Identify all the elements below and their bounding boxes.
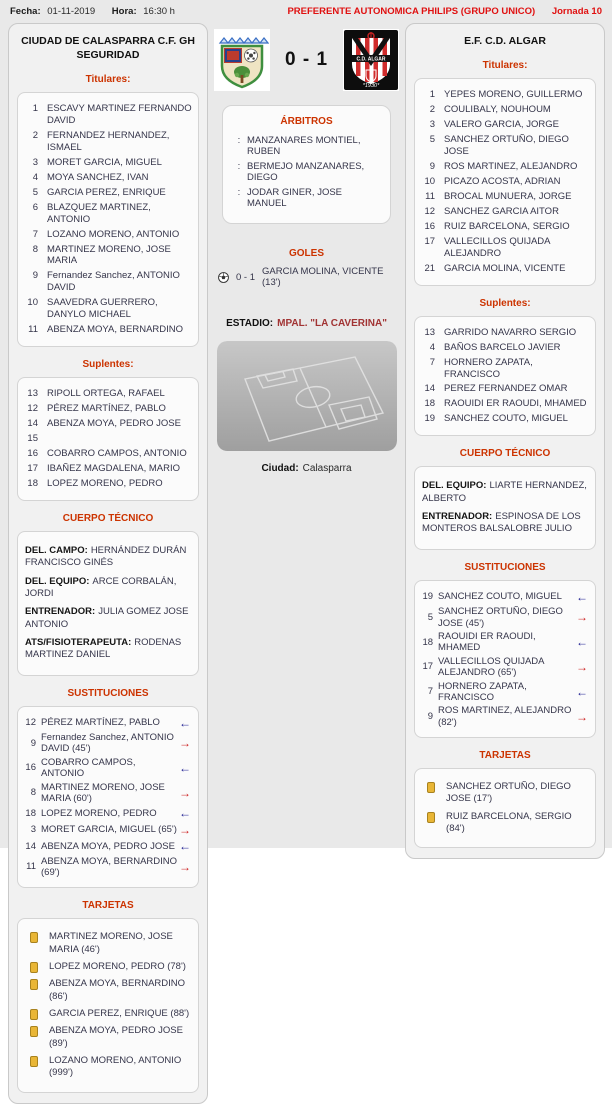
date-label: Fecha: xyxy=(10,6,41,17)
player-number: 17 xyxy=(422,661,434,673)
player-row xyxy=(23,229,193,241)
player-name: HORNERO ZAPATA, FRANCISCO xyxy=(438,680,527,703)
player-name: PICAZO ACOSTA, ADRIAN xyxy=(444,175,561,187)
away-titulares-list xyxy=(414,78,596,286)
card-row xyxy=(23,931,193,956)
player-name: MARTINEZ MORENO, JOSE MARIA xyxy=(47,243,171,267)
player-row xyxy=(23,418,193,430)
yellow-card-icon xyxy=(30,932,38,943)
svg-text:C.D. ALGAR: C.D. ALGAR xyxy=(356,56,386,63)
card-row xyxy=(420,811,590,836)
substitution-arrow-icon xyxy=(177,839,193,853)
player-number: 18 xyxy=(424,398,436,410)
match-center-column xyxy=(214,23,399,474)
city-line xyxy=(214,463,399,474)
player-name: MORET GARCIA, MIGUEL (65') xyxy=(41,824,177,836)
card-row xyxy=(23,1025,193,1050)
away-substitutions-list xyxy=(414,580,596,738)
score-header xyxy=(214,29,399,91)
player-name: LOZANO MORENO, ANTONIO (999') xyxy=(49,1055,182,1079)
player-row xyxy=(23,297,193,321)
top-bar xyxy=(0,0,612,21)
player-number: 13 xyxy=(424,326,436,338)
staff-row xyxy=(25,545,191,570)
player-number: 19 xyxy=(424,413,436,425)
player-name: RUIZ BARCELONA, SERGIO (84') xyxy=(446,810,572,835)
player-number: 17 xyxy=(27,462,38,474)
player-number: 8 xyxy=(30,787,36,799)
referee-role-separator: : xyxy=(237,135,241,146)
player-name: MARTINEZ MORENO, JOSE MARIA (46') xyxy=(49,931,173,955)
home-team-panel xyxy=(8,23,208,1104)
player-row xyxy=(420,383,590,395)
player-number: 10 xyxy=(27,297,38,309)
away-crest-icon xyxy=(343,29,399,91)
player-number: 10 xyxy=(424,175,436,187)
away-suplentes-list xyxy=(414,316,596,437)
staff-row xyxy=(422,511,588,536)
substitution-arrow-icon xyxy=(177,736,193,750)
substitution-row xyxy=(23,856,193,879)
player-number: 19 xyxy=(422,591,434,603)
home-team-name: CIUDAD DE CALASPARRA C.F. GH SEGURIDAD xyxy=(21,35,195,62)
match-datetime xyxy=(10,6,189,17)
player-name: ROS MARTINEZ, ALEJANDRO xyxy=(444,160,578,172)
player-name: BROCAL MUNUERA, JORGE xyxy=(444,190,572,202)
city-name: Calasparra xyxy=(302,463,352,474)
player-row xyxy=(23,448,193,460)
player-number: 11 xyxy=(28,323,38,335)
goals-title: GOLES xyxy=(289,248,325,259)
player-row xyxy=(23,324,193,336)
referee-role-separator: : xyxy=(237,161,241,172)
player-row xyxy=(23,463,193,475)
player-name: FERNANDEZ HERNANDEZ, ISMAEL xyxy=(47,130,170,153)
player-number: 17 xyxy=(424,235,436,247)
player-number: 15 xyxy=(27,432,38,444)
substitution-row xyxy=(420,606,590,629)
player-row xyxy=(23,202,193,226)
home-substitutions-title: SUSTITUCIONES xyxy=(67,687,149,699)
player-number: 14 xyxy=(424,383,436,395)
stadium-name: MPAL. "LA CAVERINA" xyxy=(277,318,387,329)
substitution-row xyxy=(23,782,193,805)
player-name: Fernandez Sanchez, ANTONIO DAVID (45') xyxy=(41,731,174,755)
card-row xyxy=(23,1055,193,1080)
substitution-row xyxy=(23,732,193,755)
player-number: 11 xyxy=(26,861,36,873)
player-number: 4 xyxy=(32,171,38,183)
player-row xyxy=(420,413,590,425)
away-suplentes-title: Suplentes: xyxy=(479,297,531,309)
player-name: SAAVEDRA GUERRERO, DANYLO MICHAEL xyxy=(47,297,158,320)
away-cards-title: TARJETAS xyxy=(479,750,531,762)
player-row xyxy=(420,191,590,203)
away-team-panel xyxy=(405,23,605,859)
substitution-row xyxy=(23,757,193,780)
player-number: 9 xyxy=(32,270,38,282)
player-number: 21 xyxy=(424,262,436,274)
player-name: BAÑOS BARCELO JAVIER xyxy=(444,341,561,353)
player-row xyxy=(420,236,590,260)
player-number: 14 xyxy=(27,417,38,429)
staff-row xyxy=(25,606,191,631)
player-name: LOPEZ MORENO, PEDRO (78') xyxy=(49,960,186,972)
player-name: COBARRO CAMPOS, ANTONIO xyxy=(41,756,136,780)
substitution-row xyxy=(420,681,590,704)
player-row xyxy=(420,134,590,158)
substitution-arrow-icon xyxy=(574,610,590,624)
staff-name: JULIA GOMEZ JOSE ANTONIO xyxy=(25,606,189,630)
card-row xyxy=(23,961,193,973)
player-number: 5 xyxy=(429,134,436,146)
player-name: ABENZA MOYA, PEDRO JOSE (89') xyxy=(49,1025,183,1049)
player-name: ABENZA MOYA, PEDRO JOSE xyxy=(41,840,175,852)
substitution-arrow-icon xyxy=(177,806,193,820)
substitution-arrow-icon xyxy=(177,823,193,837)
player-number: 12 xyxy=(424,205,436,217)
player-number: 12 xyxy=(25,717,36,729)
staff-row xyxy=(25,637,191,662)
player-row xyxy=(420,398,590,410)
player-number: 4 xyxy=(429,341,436,353)
player-name: GARRIDO NAVARRO SERGIO xyxy=(444,326,577,338)
substitution-row xyxy=(23,716,193,730)
player-number: 7 xyxy=(427,686,434,698)
card-row xyxy=(23,1008,193,1020)
player-row xyxy=(23,172,193,184)
player-row xyxy=(23,244,193,268)
player-row xyxy=(23,270,193,294)
substitution-arrow-icon xyxy=(177,761,193,775)
match-time: 16:30 h xyxy=(143,6,175,17)
player-number: 5 xyxy=(427,611,434,623)
referee-role-separator: : xyxy=(237,187,241,198)
player-name: COULIBALY, NOUHOUM xyxy=(444,104,551,116)
player-number: 5 xyxy=(32,186,38,198)
player-row xyxy=(420,206,590,218)
player-name: LOPEZ MORENO, PEDRO xyxy=(41,807,157,819)
yellow-card-icon xyxy=(30,962,38,973)
player-name: LOPEZ MORENO, PEDRO xyxy=(47,477,163,489)
player-name: MOYA SANCHEZ, IVAN xyxy=(47,171,149,183)
staff-name: RODENAS MARTINEZ DANIEL xyxy=(25,636,182,661)
player-number: 16 xyxy=(424,220,436,232)
substitution-row xyxy=(420,590,590,604)
staff-role: ENTRENADOR: xyxy=(25,606,96,618)
goal-score-marker: 0 - 1 xyxy=(236,271,256,283)
player-name: SANCHEZ COUTO, MIGUEL xyxy=(438,591,562,603)
player-row xyxy=(420,119,590,131)
player-name: YEPES MORENO, GUILLERMO xyxy=(444,89,583,101)
home-substitutions-list xyxy=(17,706,199,889)
player-row xyxy=(420,342,590,354)
home-staff-list xyxy=(17,531,199,676)
player-row xyxy=(23,433,193,445)
player-name: BLAZQUEZ MARTINEZ, ANTONIO xyxy=(47,201,151,225)
match-score: 0 - 1 xyxy=(285,49,329,70)
home-titulares-list xyxy=(17,92,199,347)
staff-row xyxy=(422,480,588,505)
player-name: Fernandez Sanchez, ANTONIO DAVID xyxy=(47,270,180,294)
referees-box xyxy=(222,105,391,224)
city-label: Ciudad: xyxy=(261,463,299,474)
player-row xyxy=(420,357,590,381)
player-number: 3 xyxy=(429,119,436,131)
player-name: GARCIA MOLINA, VICENTE xyxy=(444,262,566,274)
player-row xyxy=(23,130,193,154)
stadium-field-image xyxy=(217,341,397,451)
player-row xyxy=(420,104,590,116)
player-number: 18 xyxy=(27,477,38,489)
svg-text:*1930*: *1930* xyxy=(362,83,380,89)
substitution-arrow-icon xyxy=(177,786,193,800)
away-titulares-title: Titulares: xyxy=(482,60,528,72)
player-row xyxy=(420,176,590,188)
player-name: ESCAVY MARTINEZ FERNANDO DAVID xyxy=(47,103,192,127)
player-row xyxy=(420,89,590,101)
player-row xyxy=(23,403,193,415)
substitution-arrow-icon xyxy=(574,635,590,649)
referee-row xyxy=(231,187,384,209)
goals-list xyxy=(214,266,399,288)
player-name: VALLECILLOS QUIJADA ALEJANDRO (65') xyxy=(438,655,544,679)
referee-row xyxy=(231,161,384,183)
player-number: 7 xyxy=(32,228,38,240)
away-staff-list xyxy=(414,466,596,549)
player-name: SANCHEZ ORTUÑO, DIEGO JOSE (45') xyxy=(438,606,563,629)
player-name: RAOUIDI ER RAOUDI, MHAMED xyxy=(438,630,536,654)
player-row xyxy=(420,327,590,339)
staff-role: DEL. EQUIPO: xyxy=(25,575,90,587)
player-number: 18 xyxy=(422,636,434,648)
yellow-card-icon xyxy=(30,1009,38,1020)
staff-role: DEL. CAMPO: xyxy=(25,544,88,556)
player-number: 7 xyxy=(429,356,436,368)
player-number: 1 xyxy=(32,103,38,115)
player-name: ABENZA MOYA, BERNARDINO (69') xyxy=(41,855,178,878)
staff-role: DEL. EQUIPO: xyxy=(422,480,487,492)
player-name: HORNERO ZAPATA, FRANCISCO xyxy=(444,356,533,380)
player-name: MORET GARCIA, MIGUEL xyxy=(47,156,162,168)
substitution-arrow-icon xyxy=(574,660,590,674)
player-name: ABENZA MOYA, BERNARDINO (86') xyxy=(49,978,186,1002)
home-staff-title: CUERPO TÉCNICO xyxy=(62,512,154,524)
referee-name: BERMEJO MANZANARES, DIEGO xyxy=(247,161,365,183)
player-row xyxy=(23,103,193,127)
yellow-card-icon xyxy=(30,1056,38,1067)
player-name: SANCHEZ COUTO, MIGUEL xyxy=(444,413,568,425)
referee-row xyxy=(231,135,384,157)
home-cards-list xyxy=(17,918,199,1092)
player-number: 3 xyxy=(30,824,36,836)
player-number: 9 xyxy=(30,737,36,749)
stadium-line xyxy=(214,318,399,329)
player-name: RUIZ BARCELONA, SERGIO xyxy=(444,220,570,232)
player-name: IBAÑEZ MAGDALENA, MARIO xyxy=(47,462,181,474)
player-number: 3 xyxy=(32,156,38,168)
away-substitutions-title: SUSTITUCIONES xyxy=(464,561,546,573)
time-label: Hora: xyxy=(111,6,137,17)
staff-name: ARCE CORBALÁN, JORDI xyxy=(25,575,177,599)
staff-row xyxy=(25,576,191,601)
referee-name: MANZANARES MONTIEL, RUBEN xyxy=(247,135,361,157)
player-name: PEREZ FERNANDEZ OMAR xyxy=(444,383,568,395)
home-titulares-title: Titulares: xyxy=(85,74,131,86)
player-number: 14 xyxy=(25,840,36,852)
player-row xyxy=(23,478,193,490)
player-number: 18 xyxy=(25,807,36,819)
card-row xyxy=(420,781,590,806)
player-number: 9 xyxy=(429,160,436,172)
substitution-row xyxy=(23,823,193,837)
player-name: ABENZA MOYA, PEDRO JOSE xyxy=(47,417,181,429)
competition-info xyxy=(287,6,602,17)
yellow-card-icon xyxy=(427,782,435,793)
player-number: 16 xyxy=(25,762,36,774)
player-name: VALERO GARCIA, JORGE xyxy=(444,119,559,131)
player-name: COBARRO CAMPOS, ANTONIO xyxy=(47,447,187,459)
staff-name: LIARTE HERNANDEZ, ALBERTO xyxy=(422,480,587,504)
player-row xyxy=(420,161,590,173)
home-suplentes-title: Suplentes: xyxy=(82,358,134,370)
player-number: 2 xyxy=(32,130,38,142)
player-name: SANCHEZ GARCIA AITOR xyxy=(444,205,559,217)
substitution-arrow-icon xyxy=(574,590,590,604)
goal-scorer-name: GARCIA MOLINA, VICENTE (13') xyxy=(262,266,384,288)
away-team-name: E.F. C.D. ALGAR xyxy=(464,35,546,47)
player-name: ABENZA MOYA, BERNARDINO xyxy=(47,323,184,335)
player-row xyxy=(420,221,590,233)
player-name: SANCHEZ ORTUÑO, DIEGO JOSE (17') xyxy=(446,781,571,805)
substitution-row xyxy=(420,705,590,728)
substitution-arrow-icon xyxy=(574,710,590,724)
player-name: VALLECILLOS QUIJADA ALEJANDRO xyxy=(444,235,550,259)
player-row xyxy=(420,263,590,275)
competition-name: PREFERENTE AUTONOMICA PHILIPS (GRUPO UNICO) xyxy=(287,6,536,17)
away-cards-list xyxy=(414,768,596,848)
staff-role: ENTRENADOR: xyxy=(422,511,493,523)
substitution-row xyxy=(23,839,193,853)
away-staff-title: CUERPO TÉCNICO xyxy=(459,448,551,460)
player-name: ROS MARTINEZ, ALEJANDRO (82') xyxy=(438,705,572,728)
card-row xyxy=(23,978,193,1003)
player-number: 11 xyxy=(425,190,436,202)
match-date: 01-11-2019 xyxy=(47,6,96,17)
substitution-arrow-icon xyxy=(177,716,193,730)
substitution-arrow-icon xyxy=(574,685,590,699)
home-crest-icon xyxy=(214,29,270,91)
player-number: 1 xyxy=(429,89,436,101)
yellow-card-icon xyxy=(427,812,435,823)
player-row xyxy=(23,388,193,400)
stadium-label: ESTADIO: xyxy=(226,318,274,329)
yellow-card-icon xyxy=(30,979,38,990)
referee-name: JODAR GINER, JOSE MANUEL xyxy=(247,187,343,209)
player-name: PÉREZ MARTÍNEZ, PABLO xyxy=(41,717,160,729)
staff-name: ESPINOSA DE LOS MONTEROS BALSALOBRE JULIO xyxy=(422,511,581,535)
player-row xyxy=(23,187,193,199)
player-number: 6 xyxy=(32,201,38,213)
player-name xyxy=(47,433,193,445)
matchday: Jornada 10 xyxy=(551,6,602,17)
player-name: SANCHEZ ORTUÑO, DIEGO JOSE xyxy=(444,134,569,158)
player-number: 2 xyxy=(429,104,436,116)
substitution-row xyxy=(23,806,193,820)
player-number: 16 xyxy=(27,447,38,459)
player-name: MARTINEZ MORENO, JOSE MARIA (60') xyxy=(41,781,165,804)
player-name: LOZANO MORENO, ANTONIO xyxy=(47,228,180,240)
player-name: GARCIA PEREZ, ENRIQUE xyxy=(47,186,166,198)
staff-name: HERNÁNDEZ DURÁN FRANCISCO GINÉS xyxy=(25,544,187,569)
referees-list xyxy=(229,135,384,209)
home-cards-title: TARJETAS xyxy=(82,900,134,912)
goal-row xyxy=(218,266,395,288)
main-columns xyxy=(0,21,612,1104)
yellow-card-icon xyxy=(30,1026,38,1037)
player-name: PÉREZ MARTÍNEZ, PABLO xyxy=(47,402,166,414)
player-name: RIPOLL ORTEGA, RAFAEL xyxy=(47,387,165,399)
substitution-row xyxy=(420,656,590,679)
substitution-row xyxy=(420,631,590,654)
player-number: 13 xyxy=(27,387,38,399)
player-name: RAOUIDI ER RAOUDI, MHAMED xyxy=(444,398,587,410)
player-number: 8 xyxy=(32,243,38,255)
player-number: 12 xyxy=(27,402,38,414)
player-name: GARCIA PEREZ, ENRIQUE (88') xyxy=(49,1008,190,1019)
player-row xyxy=(23,157,193,169)
staff-role: ATS/FISIOTERAPEUTA: xyxy=(25,636,132,648)
substitution-arrow-icon xyxy=(177,860,193,874)
soccer-ball-icon xyxy=(218,272,229,283)
home-suplentes-list xyxy=(17,377,199,501)
referees-title: ÁRBITROS xyxy=(280,116,333,127)
player-number: 9 xyxy=(427,711,434,722)
